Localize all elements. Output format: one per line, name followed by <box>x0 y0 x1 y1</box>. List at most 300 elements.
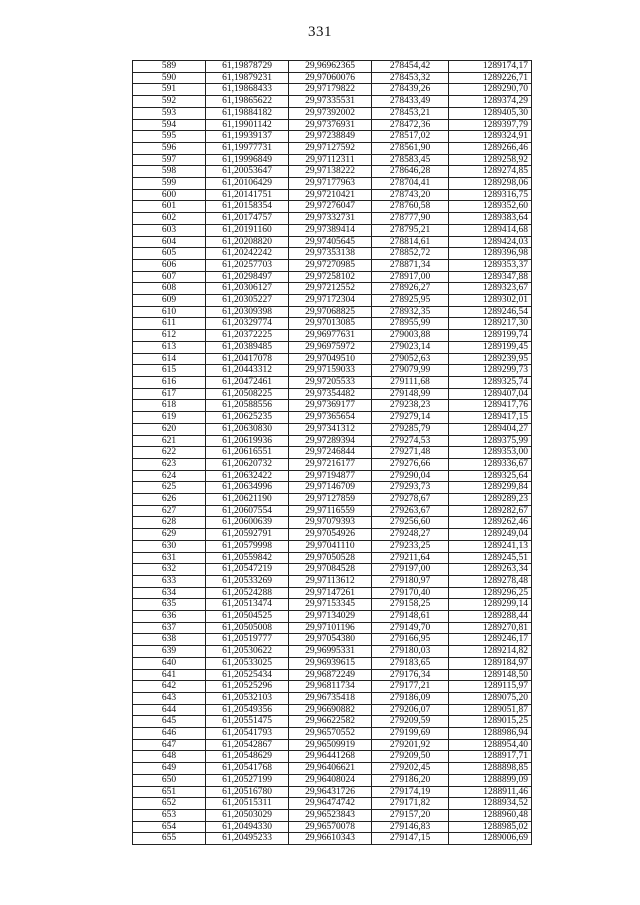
table-row <box>133 142 532 154</box>
point-number-cell: 637 <box>133 622 206 634</box>
y-coordinate-cell: 1289424,03 <box>449 236 532 248</box>
table-row <box>133 575 532 587</box>
table-row <box>133 423 532 435</box>
y-coordinate-cell: 1289405,30 <box>449 107 532 119</box>
x-coordinate-cell: 279146,83 <box>372 821 449 833</box>
table-row <box>133 751 532 763</box>
latitude-cell: 61,20158354 <box>206 201 289 213</box>
table-row <box>133 412 532 424</box>
y-coordinate-cell: 1289347,88 <box>449 271 532 283</box>
x-coordinate-cell: 279183,65 <box>372 657 449 669</box>
latitude-cell: 61,19977731 <box>206 142 289 154</box>
point-number-cell: 619 <box>133 412 206 424</box>
latitude-cell: 61,20559842 <box>206 552 289 564</box>
table-row <box>133 692 532 704</box>
latitude-cell: 61,20527199 <box>206 774 289 786</box>
point-number-cell: 638 <box>133 634 206 646</box>
x-coordinate-cell: 279293,73 <box>372 482 449 494</box>
x-coordinate-cell: 278561,90 <box>372 142 449 154</box>
y-coordinate-cell: 1289239,95 <box>449 353 532 365</box>
point-number-cell: 645 <box>133 716 206 728</box>
longitude-cell: 29,96690882 <box>289 704 372 716</box>
table-row <box>133 728 532 740</box>
latitude-cell: 61,19901142 <box>206 119 289 131</box>
table-row <box>133 529 532 541</box>
y-coordinate-cell: 1289325,74 <box>449 376 532 388</box>
table-row <box>133 213 532 225</box>
latitude-cell: 61,20174757 <box>206 213 289 225</box>
x-coordinate-cell: 279170,40 <box>372 587 449 599</box>
point-number-cell: 620 <box>133 423 206 435</box>
longitude-cell: 29,97405645 <box>289 236 372 248</box>
latitude-cell: 61,20372225 <box>206 330 289 342</box>
x-coordinate-cell: 279278,67 <box>372 494 449 506</box>
longitude-cell: 29,97068825 <box>289 306 372 318</box>
y-coordinate-cell: 1289375,99 <box>449 435 532 447</box>
y-coordinate-cell: 1288985,02 <box>449 821 532 833</box>
table-row <box>133 388 532 400</box>
point-number-cell: 604 <box>133 236 206 248</box>
latitude-cell: 61,20532103 <box>206 692 289 704</box>
table-row <box>133 634 532 646</box>
longitude-cell: 29,96408024 <box>289 774 372 786</box>
x-coordinate-cell: 279174,19 <box>372 786 449 798</box>
x-coordinate-cell: 279186,09 <box>372 692 449 704</box>
table-row <box>133 154 532 166</box>
table-row <box>133 552 532 564</box>
x-coordinate-cell: 279148,61 <box>372 611 449 623</box>
point-number-cell: 643 <box>133 692 206 704</box>
point-number-cell: 616 <box>133 376 206 388</box>
x-coordinate-cell: 279180,97 <box>372 575 449 587</box>
x-coordinate-cell: 278583,45 <box>372 154 449 166</box>
table-row <box>133 283 532 295</box>
table-row <box>133 669 532 681</box>
longitude-cell: 29,97041110 <box>289 540 372 552</box>
y-coordinate-cell: 1289214,82 <box>449 646 532 658</box>
point-number-cell: 601 <box>133 201 206 213</box>
x-coordinate-cell: 279157,20 <box>372 810 449 822</box>
longitude-cell: 29,96431726 <box>289 786 372 798</box>
y-coordinate-cell: 1289323,67 <box>449 283 532 295</box>
x-coordinate-cell: 279199,69 <box>372 728 449 740</box>
x-coordinate-cell: 279271,48 <box>372 447 449 459</box>
latitude-cell: 61,19884182 <box>206 107 289 119</box>
point-number-cell: 613 <box>133 341 206 353</box>
y-coordinate-cell: 1289353,37 <box>449 259 532 271</box>
x-coordinate-cell: 279206,07 <box>372 704 449 716</box>
y-coordinate-cell: 1289316,75 <box>449 189 532 201</box>
x-coordinate-cell: 278777,90 <box>372 213 449 225</box>
point-number-cell: 644 <box>133 704 206 716</box>
coordinates-table-body <box>133 61 532 845</box>
x-coordinate-cell: 279003,88 <box>372 330 449 342</box>
latitude-cell: 61,20542867 <box>206 739 289 751</box>
latitude-cell: 61,20309398 <box>206 306 289 318</box>
y-coordinate-cell: 1289397,79 <box>449 119 532 131</box>
longitude-cell: 29,97216177 <box>289 458 372 470</box>
latitude-cell: 61,20242242 <box>206 248 289 260</box>
longitude-cell: 29,96995331 <box>289 646 372 658</box>
longitude-cell: 29,96962365 <box>289 61 372 73</box>
latitude-cell: 61,20525434 <box>206 669 289 681</box>
longitude-cell: 29,97177963 <box>289 178 372 190</box>
point-number-cell: 608 <box>133 283 206 295</box>
latitude-cell: 61,19865622 <box>206 96 289 108</box>
table-row <box>133 447 532 459</box>
x-coordinate-cell: 278472,36 <box>372 119 449 131</box>
x-coordinate-cell: 278926,27 <box>372 283 449 295</box>
y-coordinate-cell: 1289184,97 <box>449 657 532 669</box>
y-coordinate-cell: 1289407,04 <box>449 388 532 400</box>
table-row <box>133 341 532 353</box>
latitude-cell: 61,20525296 <box>206 681 289 693</box>
table-row <box>133 482 532 494</box>
point-number-cell: 647 <box>133 739 206 751</box>
latitude-cell: 61,20495233 <box>206 833 289 845</box>
y-coordinate-cell: 1288898,85 <box>449 763 532 775</box>
longitude-cell: 29,97060076 <box>289 72 372 84</box>
longitude-cell: 29,96811734 <box>289 681 372 693</box>
x-coordinate-cell: 278760,58 <box>372 201 449 213</box>
table-row <box>133 84 532 96</box>
table-row <box>133 622 532 634</box>
table-row <box>133 318 532 330</box>
x-coordinate-cell: 278932,35 <box>372 306 449 318</box>
latitude-cell: 61,20541793 <box>206 728 289 740</box>
x-coordinate-cell: 279209,50 <box>372 751 449 763</box>
x-coordinate-cell: 278795,21 <box>372 224 449 236</box>
table-row <box>133 259 532 271</box>
x-coordinate-cell: 278454,42 <box>372 61 449 73</box>
x-coordinate-cell: 279052,63 <box>372 353 449 365</box>
longitude-cell: 29,97101196 <box>289 622 372 634</box>
point-number-cell: 589 <box>133 61 206 73</box>
y-coordinate-cell: 1288986,94 <box>449 728 532 740</box>
point-number-cell: 624 <box>133 470 206 482</box>
x-coordinate-cell: 279201,92 <box>372 739 449 751</box>
point-number-cell: 631 <box>133 552 206 564</box>
longitude-cell: 29,97159033 <box>289 365 372 377</box>
latitude-cell: 61,20632422 <box>206 470 289 482</box>
point-number-cell: 611 <box>133 318 206 330</box>
table-row <box>133 306 532 318</box>
y-coordinate-cell: 1289015,25 <box>449 716 532 728</box>
y-coordinate-cell: 1289288,44 <box>449 611 532 623</box>
latitude-cell: 61,20549356 <box>206 704 289 716</box>
y-coordinate-cell: 1289299,84 <box>449 482 532 494</box>
point-number-cell: 599 <box>133 178 206 190</box>
longitude-cell: 29,96975972 <box>289 341 372 353</box>
y-coordinate-cell: 1288934,52 <box>449 798 532 810</box>
latitude-cell: 61,20620732 <box>206 458 289 470</box>
latitude-cell: 61,19939137 <box>206 131 289 143</box>
x-coordinate-cell: 279263,67 <box>372 505 449 517</box>
table-row <box>133 798 532 810</box>
longitude-cell: 29,96441268 <box>289 751 372 763</box>
point-number-cell: 636 <box>133 611 206 623</box>
table-row <box>133 494 532 506</box>
table-row <box>133 470 532 482</box>
point-number-cell: 614 <box>133 353 206 365</box>
latitude-cell: 61,20504525 <box>206 611 289 623</box>
y-coordinate-cell: 1289245,51 <box>449 552 532 564</box>
table-row <box>133 763 532 775</box>
latitude-cell: 61,20547219 <box>206 564 289 576</box>
longitude-cell: 29,97365654 <box>289 412 372 424</box>
x-coordinate-cell: 278955,99 <box>372 318 449 330</box>
point-number-cell: 590 <box>133 72 206 84</box>
table-row <box>133 236 532 248</box>
table-row <box>133 833 532 845</box>
longitude-cell: 29,97194877 <box>289 470 372 482</box>
y-coordinate-cell: 1289417,76 <box>449 400 532 412</box>
point-number-cell: 651 <box>133 786 206 798</box>
longitude-cell: 29,97113612 <box>289 575 372 587</box>
x-coordinate-cell: 279256,60 <box>372 517 449 529</box>
point-number-cell: 623 <box>133 458 206 470</box>
point-number-cell: 621 <box>133 435 206 447</box>
table-row <box>133 201 532 213</box>
y-coordinate-cell: 1289302,01 <box>449 295 532 307</box>
latitude-cell: 61,20141751 <box>206 189 289 201</box>
point-number-cell: 600 <box>133 189 206 201</box>
table-row <box>133 224 532 236</box>
point-number-cell: 635 <box>133 599 206 611</box>
latitude-cell: 61,20630830 <box>206 423 289 435</box>
latitude-cell: 61,19868433 <box>206 84 289 96</box>
table-row <box>133 564 532 576</box>
latitude-cell: 61,19879231 <box>206 72 289 84</box>
latitude-cell: 61,20524288 <box>206 587 289 599</box>
y-coordinate-cell: 1289148,50 <box>449 669 532 681</box>
y-coordinate-cell: 1289278,48 <box>449 575 532 587</box>
point-number-cell: 627 <box>133 505 206 517</box>
x-coordinate-cell: 278743,20 <box>372 189 449 201</box>
y-coordinate-cell: 1289282,67 <box>449 505 532 517</box>
point-number-cell: 633 <box>133 575 206 587</box>
longitude-cell: 29,97084528 <box>289 564 372 576</box>
latitude-cell: 61,20607554 <box>206 505 289 517</box>
y-coordinate-cell: 1289299,14 <box>449 599 532 611</box>
point-number-cell: 594 <box>133 119 206 131</box>
latitude-cell: 61,20503029 <box>206 810 289 822</box>
table-row <box>133 611 532 623</box>
longitude-cell: 29,96570552 <box>289 728 372 740</box>
table-row <box>133 774 532 786</box>
latitude-cell: 61,20530622 <box>206 646 289 658</box>
table-row <box>133 376 532 388</box>
y-coordinate-cell: 1289353,00 <box>449 447 532 459</box>
latitude-cell: 61,20191160 <box>206 224 289 236</box>
table-row <box>133 119 532 131</box>
x-coordinate-cell: 279274,53 <box>372 435 449 447</box>
longitude-cell: 29,97054380 <box>289 634 372 646</box>
y-coordinate-cell: 1289199,45 <box>449 341 532 353</box>
y-coordinate-cell: 1288954,40 <box>449 739 532 751</box>
longitude-cell: 29,96735418 <box>289 692 372 704</box>
latitude-cell: 61,20634996 <box>206 482 289 494</box>
point-number-cell: 615 <box>133 365 206 377</box>
latitude-cell: 61,20053647 <box>206 166 289 178</box>
x-coordinate-cell: 279111,68 <box>372 376 449 388</box>
y-coordinate-cell: 1289324,91 <box>449 131 532 143</box>
latitude-cell: 61,20541768 <box>206 763 289 775</box>
point-number-cell: 603 <box>133 224 206 236</box>
y-coordinate-cell: 1289274,85 <box>449 166 532 178</box>
point-number-cell: 606 <box>133 259 206 271</box>
longitude-cell: 29,96939615 <box>289 657 372 669</box>
point-number-cell: 649 <box>133 763 206 775</box>
point-number-cell: 629 <box>133 529 206 541</box>
longitude-cell: 29,97392002 <box>289 107 372 119</box>
x-coordinate-cell: 279166,95 <box>372 634 449 646</box>
y-coordinate-cell: 1289246,17 <box>449 634 532 646</box>
longitude-cell: 29,96570078 <box>289 821 372 833</box>
point-number-cell: 595 <box>133 131 206 143</box>
x-coordinate-cell: 279211,64 <box>372 552 449 564</box>
x-coordinate-cell: 278453,32 <box>372 72 449 84</box>
table-row <box>133 330 532 342</box>
point-number-cell: 642 <box>133 681 206 693</box>
longitude-cell: 29,97116559 <box>289 505 372 517</box>
table-row <box>133 365 532 377</box>
longitude-cell: 29,97127859 <box>289 494 372 506</box>
latitude-cell: 61,20305227 <box>206 295 289 307</box>
point-number-cell: 605 <box>133 248 206 260</box>
longitude-cell: 29,96977631 <box>289 330 372 342</box>
longitude-cell: 29,96406621 <box>289 763 372 775</box>
table-row <box>133 587 532 599</box>
point-number-cell: 639 <box>133 646 206 658</box>
latitude-cell: 61,20516780 <box>206 786 289 798</box>
longitude-cell: 29,96872249 <box>289 669 372 681</box>
x-coordinate-cell: 279177,21 <box>372 681 449 693</box>
x-coordinate-cell: 279079,99 <box>372 365 449 377</box>
longitude-cell: 29,97205533 <box>289 376 372 388</box>
latitude-cell: 61,20579998 <box>206 540 289 552</box>
latitude-cell: 61,20548629 <box>206 751 289 763</box>
y-coordinate-cell: 1289266,46 <box>449 142 532 154</box>
table-row <box>133 540 532 552</box>
table-row <box>133 131 532 143</box>
longitude-cell: 29,97112311 <box>289 154 372 166</box>
table-row <box>133 166 532 178</box>
x-coordinate-cell: 278433,49 <box>372 96 449 108</box>
latitude-cell: 61,20588556 <box>206 400 289 412</box>
x-coordinate-cell: 279180,03 <box>372 646 449 658</box>
point-number-cell: 598 <box>133 166 206 178</box>
latitude-cell: 61,20592791 <box>206 529 289 541</box>
point-number-cell: 593 <box>133 107 206 119</box>
longitude-cell: 29,96523843 <box>289 810 372 822</box>
point-number-cell: 650 <box>133 774 206 786</box>
table-row <box>133 505 532 517</box>
point-number-cell: 628 <box>133 517 206 529</box>
point-number-cell: 591 <box>133 84 206 96</box>
point-number-cell: 592 <box>133 96 206 108</box>
latitude-cell: 61,20616551 <box>206 447 289 459</box>
x-coordinate-cell: 278439,26 <box>372 84 449 96</box>
y-coordinate-cell: 1288960,48 <box>449 810 532 822</box>
x-coordinate-cell: 278453,21 <box>372 107 449 119</box>
point-number-cell: 652 <box>133 798 206 810</box>
table-row <box>133 248 532 260</box>
y-coordinate-cell: 1289258,92 <box>449 154 532 166</box>
table-row <box>133 786 532 798</box>
y-coordinate-cell: 1289262,46 <box>449 517 532 529</box>
longitude-cell: 29,97335531 <box>289 96 372 108</box>
longitude-cell: 29,97153345 <box>289 599 372 611</box>
longitude-cell: 29,97054926 <box>289 529 372 541</box>
longitude-cell: 29,97354482 <box>289 388 372 400</box>
point-number-cell: 654 <box>133 821 206 833</box>
longitude-cell: 29,96509919 <box>289 739 372 751</box>
x-coordinate-cell: 279279,14 <box>372 412 449 424</box>
y-coordinate-cell: 1289270,81 <box>449 622 532 634</box>
table-row <box>133 599 532 611</box>
longitude-cell: 29,97147261 <box>289 587 372 599</box>
table-row <box>133 107 532 119</box>
latitude-cell: 61,20515311 <box>206 798 289 810</box>
longitude-cell: 29,97179822 <box>289 84 372 96</box>
longitude-cell: 29,97079393 <box>289 517 372 529</box>
longitude-cell: 29,97146709 <box>289 482 372 494</box>
table-row <box>133 189 532 201</box>
x-coordinate-cell: 279023,14 <box>372 341 449 353</box>
latitude-cell: 61,20619936 <box>206 435 289 447</box>
latitude-cell: 61,20551475 <box>206 716 289 728</box>
y-coordinate-cell: 1289217,30 <box>449 318 532 330</box>
latitude-cell: 61,20389485 <box>206 341 289 353</box>
latitude-cell: 61,20600639 <box>206 517 289 529</box>
y-coordinate-cell: 1289374,29 <box>449 96 532 108</box>
y-coordinate-cell: 1289396,98 <box>449 248 532 260</box>
x-coordinate-cell: 278852,72 <box>372 248 449 260</box>
point-number-cell: 634 <box>133 587 206 599</box>
y-coordinate-cell: 1289290,70 <box>449 84 532 96</box>
longitude-cell: 29,97289394 <box>289 435 372 447</box>
y-coordinate-cell: 1288917,71 <box>449 751 532 763</box>
longitude-cell: 29,97212552 <box>289 283 372 295</box>
point-number-cell: 641 <box>133 669 206 681</box>
table-row <box>133 517 532 529</box>
x-coordinate-cell: 278814,61 <box>372 236 449 248</box>
latitude-cell: 61,20505008 <box>206 622 289 634</box>
point-number-cell: 607 <box>133 271 206 283</box>
point-number-cell: 632 <box>133 564 206 576</box>
table-row <box>133 271 532 283</box>
latitude-cell: 61,19996849 <box>206 154 289 166</box>
y-coordinate-cell: 1289075,20 <box>449 692 532 704</box>
latitude-cell: 61,20533025 <box>206 657 289 669</box>
point-number-cell: 602 <box>133 213 206 225</box>
table-row <box>133 657 532 669</box>
y-coordinate-cell: 1289352,60 <box>449 201 532 213</box>
x-coordinate-cell: 278871,34 <box>372 259 449 271</box>
longitude-cell: 29,97050528 <box>289 552 372 564</box>
table-row <box>133 72 532 84</box>
point-number-cell: 646 <box>133 728 206 740</box>
latitude-cell: 61,20625235 <box>206 412 289 424</box>
x-coordinate-cell: 279233,25 <box>372 540 449 552</box>
latitude-cell: 61,20621190 <box>206 494 289 506</box>
point-number-cell: 597 <box>133 154 206 166</box>
longitude-cell: 29,96622582 <box>289 716 372 728</box>
y-coordinate-cell: 1289298,06 <box>449 178 532 190</box>
latitude-cell: 61,20533269 <box>206 575 289 587</box>
x-coordinate-cell: 279197,00 <box>372 564 449 576</box>
